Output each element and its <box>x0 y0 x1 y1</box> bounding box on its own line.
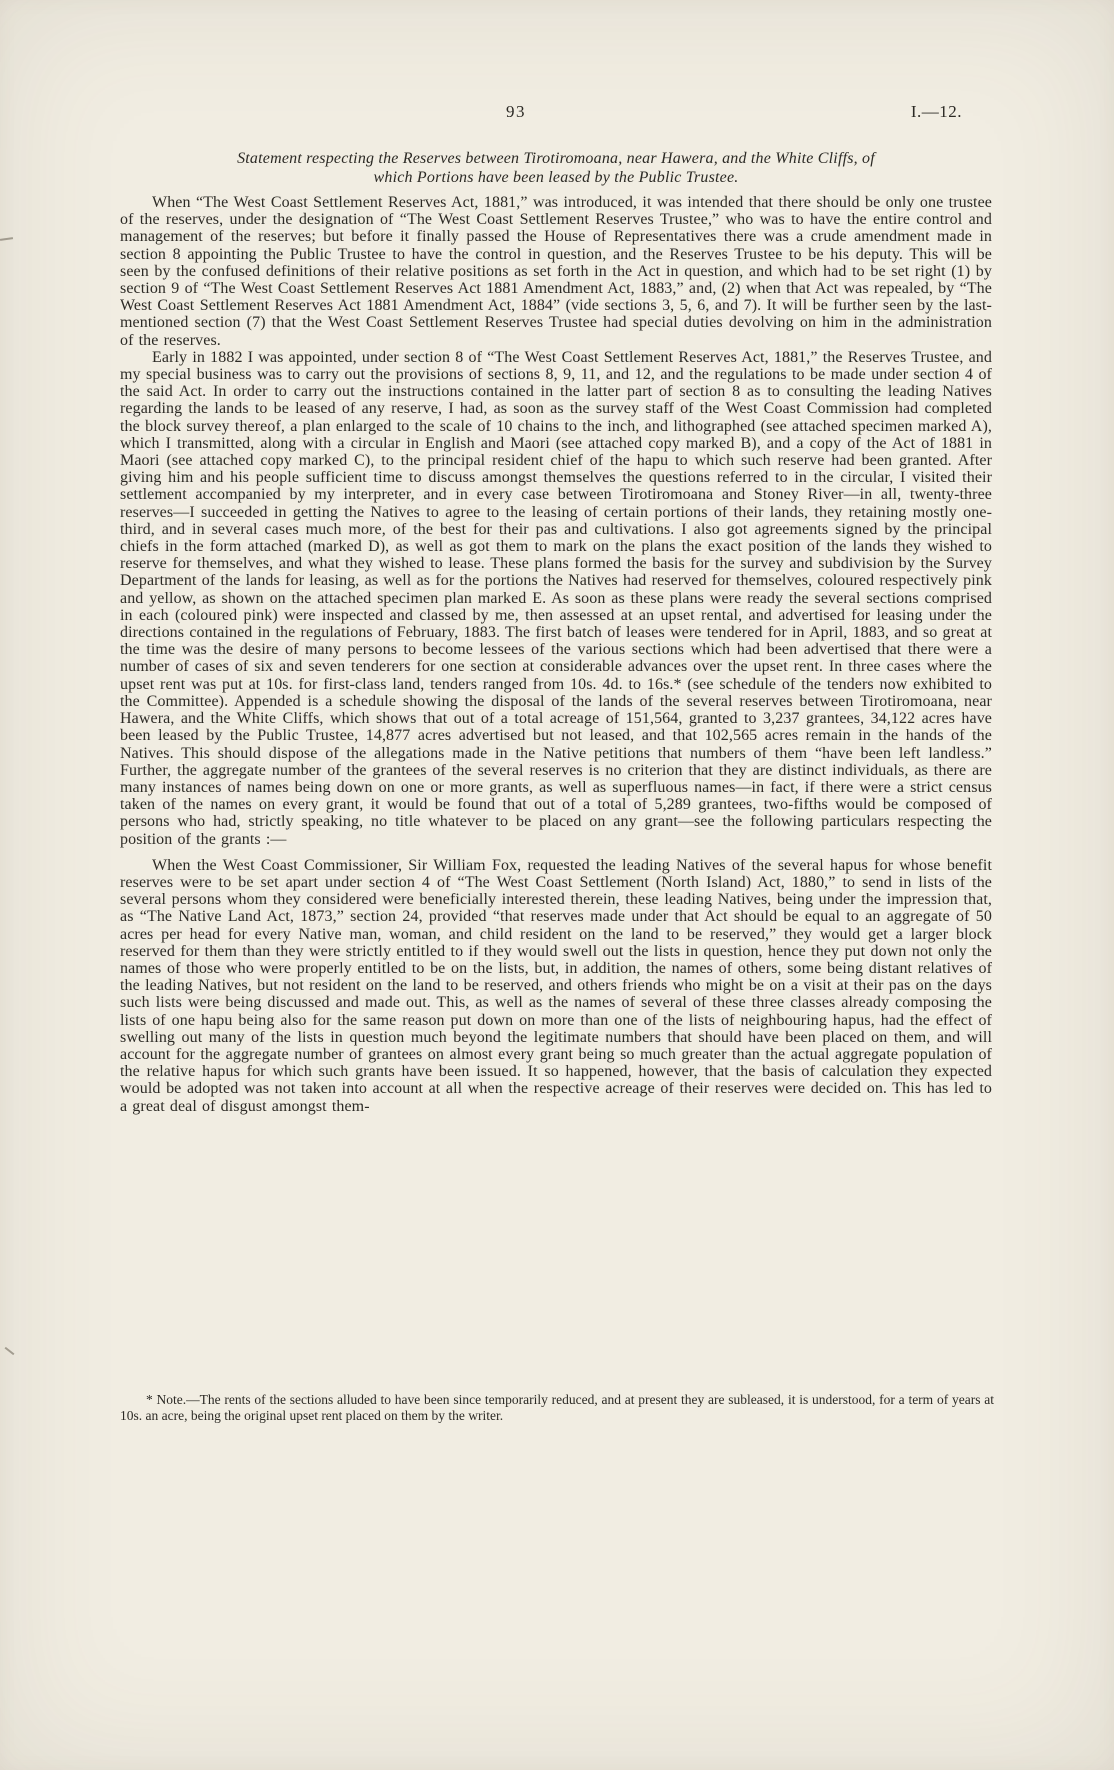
document-body <box>120 194 992 1115</box>
scan-mark <box>5 1347 15 1355</box>
paragraph-3: When the West Coast Commissioner, Sir William Fox, requested the leading Natives of the several hapus for whose benefit reserves were to be set apart under section 4 of “The West Coast Settlement (North Island) Act, 1880,” to send in lists of the several persons whom they considered were beneficially interested therein, these leading Natives, being under the impression that, as “The Native Land Act, 1873,” section 24, provided “that reserves made under that Act should be equal to an aggregate of 50 acres per head for every Native man, woman, and child resident on the land to be reserved,” they would get a larger block reserved for them than they were strictly entitled to if they would swell out the lists in question, hence they put down not only the names of those who were properly entitled to be on the lists, but, in addition, the names of others, some being distant relatives of the leading Natives, but not resident on the land to be reserved, and others friends who might be on a visit at their pas on the days such lists were being discussed and made out. This, as well as the names of several of these three classes already composing the lists of one hapu being also for the same reason put down on more than one of the lists of neighbouring hapus, had the effect of swelling out many of the lists in question much beyond the legitimate numbers that should have been placed on them, and will account for the aggregate number of grantees on almost every grant being so much greater than the actual aggregate population of the relative hapus for which such grants have been issued. It so happened, however, that the basis of calculation they expected would be adopted was not taken into account at all when the respective acreage of their reserves were decided on. This has led to a great deal of disgust amongst them- <box>120 856 992 1115</box>
paragraph-2: Early in 1882 I was appointed, under section 8 of “The West Coast Settlement Reserves Act, 1881,” the Reserves Trustee, and my special business was to carry out the provisions of sections 8, 9, 11, and 12, and the regulations to be made under section 4 of the said Act. In order to carry out the instructions contained in the latter part of section 8 as to consulting the leading Natives regarding the lands to be leased of any reserve, I had, as soon as the survey staff of the West Coast Commission had completed the block survey thereof, a plan enlarged to the scale of 10 chains to the inch, and lithographed (see attached specimen marked A), which I transmitted, along with a circular in English and Maori (see attached copy marked B), and a copy of the Act of 1881 in Maori (see attached copy marked C), to the principal resident chief of the hapu to which such reserve had been granted. After giving him and his people sufficient time to discuss amongst themselves the questions referred to in the circular, I visited their settlement accompanied by my interpreter, and in every case between Tirotiromoana and Stoney River—in all, twenty-three reserves—I succeeded in getting the Natives to agree to the leasing of certain portions of their lands, they retaining mostly one-third, and in several cases much more, of the best for their pas and cultivations. I also got agreements signed by the principal chiefs in the form attached (marked D), as well as got them to mark on the plans the exact position of the lands they wished to reserve for themselves, and what they wished to lease. These plans formed the basis for the survey and subdivision by the Survey Department of the lands for leasing, as well as for the portions the Natives had reserved for themselves, coloured respectively pink and yellow, as shown on the attached specimen plan marked E. As soon as these plans were ready the several sections comprised in each (coloured pink) were inspected and classed by me, then assessed at an upset rental, and advertised for leasing under the directions contained in the regulations of February, 1883. The first batch of leases were tendered for in April, 1883, and so great at the time was the desire of many persons to become lessees of the various sections which had been advertised that there were a number of cases of six and seven tenderers for one section at considerable advances over the upset rent. In three cases where the upset rent was put at 10s. for first-class land, tenders ranged from 10s. 4d. to 16s.* (see schedule of the tenders now exhibited to the Committee). Appended is a schedule showing the disposal of the lands of the several reserves between Tirotiromoana, near Hawera, and the White Cliffs, which shows that out of a total acreage of 151,564, granted to 3,237 grantees, 34,122 acres have been leased by the Public Trustee, 14,877 acres advertised but not leased, and that 102,565 acres remain in the hands of the Natives. This should dispose of the allegations made in the Native petitions that numbers of them “have been left landless.” Further, the aggregate number of the grantees of the several reserves is no criterion that they are distinct individuals, as there are many instances of names being down on one or more grants, as well as superfluous names—in fact, if there were a strict census taken of the names on every grant, it would be found that out of a total of 5,289 grantees, two-fifths would be composed of persons who had, strictly speaking, no title whatever to be placed on any grant—see the following particulars respecting the position of the grants :— <box>120 348 992 848</box>
document-reference: I.—12. <box>910 102 962 121</box>
page-header <box>120 102 992 126</box>
title-line-1: Statement respecting the Reserves between Tirotiromoana, near Hawera, and the White Cliffs, of <box>237 150 875 167</box>
footnote-text: * Note.—The rents of the sections alluded to have been since temporarily reduced, and at present they are subleased, it is understood, for a term of years at 10s. an acre, being the original upset rent placed on them by the writer. <box>120 1392 994 1423</box>
paragraph-1: When “The West Coast Settlement Reserves Act, 1881,” was introduced, it was intended that there should be only one trustee of the reserves, under the designation of “The West Coast Settlement Reserves Trustee,” who was to have the entire control and management of the reserves; but before it finally passed the House of Representatives there was a crude amendment made in section 8 appointing the Public Trustee to have the control in question, and the Reserves Trustee to be his deputy. This will be seen by the confused definitions of their relative positions as set forth in the Act in question, and which had to be set right (1) by section 9 of “The West Coast Settlement Reserves Act 1881 Amendment Act, 1883,” and, (2) when that Act was repealed, by “The West Coast Settlement Reserves Act 1881 Amendment Act, 1884” (vide sections 3, 5, 6, and 7). It will be further seen by the last-mentioned section (7) that the West Coast Settlement Reserves Trustee had special duties devolving on him in the administration of the reserves. <box>120 194 992 349</box>
footnote <box>120 1392 994 1424</box>
title-line-2: which Portions have been leased by the Public Trustee. <box>373 168 739 186</box>
document-title <box>120 150 992 187</box>
scan-mark <box>0 237 13 241</box>
page-number: 93 <box>506 102 526 121</box>
